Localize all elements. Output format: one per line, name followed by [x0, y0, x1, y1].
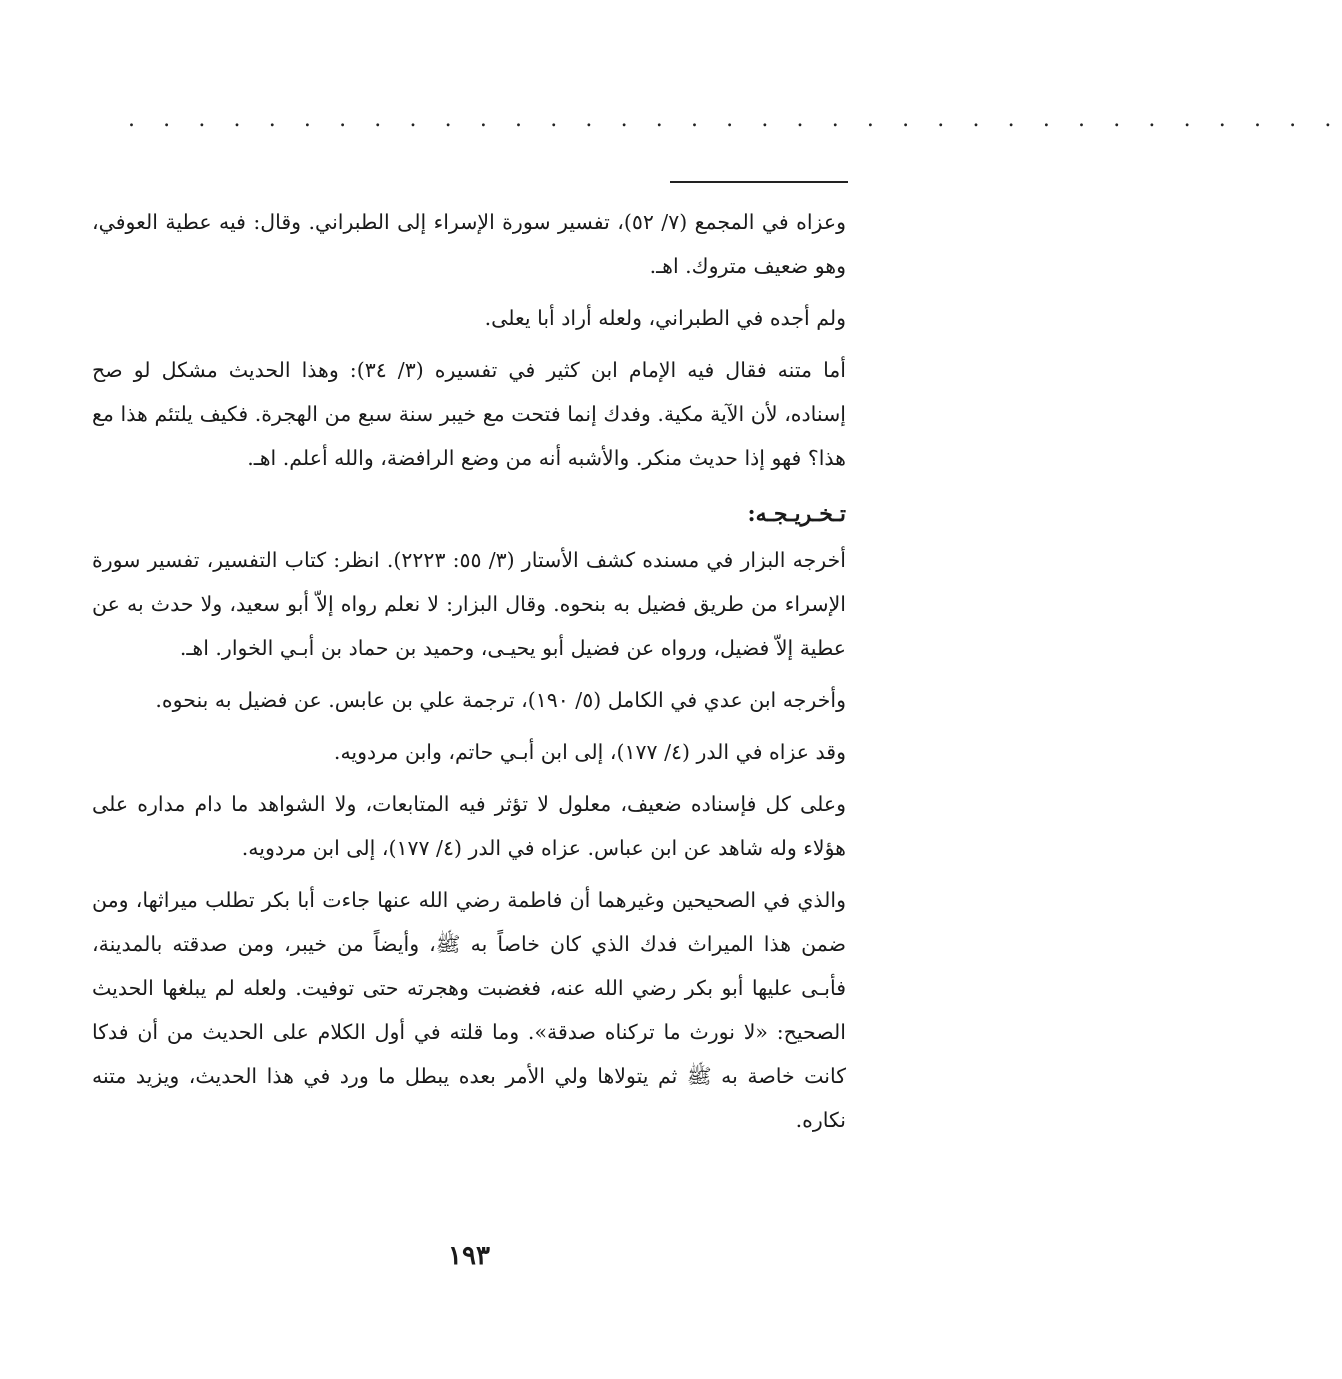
paragraph-bazzar: أخرجه البزار في مسنده كشف الأستار (٣/ ٥٥: ٢٢٢٣). انظر: كتاب التفسير، تفسير سورة الإسراء من طريق فضيل به بنحوه. وقال البزار: لا نعلم رواه إلاّ أبو سعيد، ولا حدث به عن عطية إلاّ فضيل، ورواه عن فضيل أبو يحيـى، وحميد بن حماد بن أبـي الخوار. اهـ.	[92, 548, 846, 660]
paragraph-ibn-adi: وأخرجه ابن عدي في الكامل (٥/ ١٩٠)، ترجمة علي بن عابس. عن فضيل به بنحوه.	[155, 688, 846, 712]
page-number: ١٩٣	[448, 1241, 490, 1271]
section-heading: تـخـريـجـه:	[747, 501, 846, 527]
paragraph-isnad: وعلى كل فإسناده ضعيف، معلول لا تؤثر فيه المتابعات، ولا الشواهد ما دام مداره على هؤلاء وله شاهد عن ابن عباس. عزاه في الدر (٤/ ١٧٧)، إلى ابن مردويه.	[92, 792, 846, 860]
paragraph-durr: وقد عزاه في الدر (٤/ ١٧٧)، إلى ابن أبـي حاتم، وابن مردويه.	[333, 740, 846, 764]
paragraph-majma: وعزاه في المجمع (٧/ ٥٢)، تفسير سورة الإسراء إلى الطبراني. وقال: فيه عطية العوفي، وهو ضعيف متروك. اهـ.	[92, 210, 846, 278]
footnote-rule	[670, 181, 848, 183]
paragraph-ibn-kathir: أما متنه فقال فيه الإمام ابن كثير في تفسيره (٣/ ٣٤): وهذا الحديث مشكل لو صح إسناده، لأن الآية مكية. وفدك إنما فتحت مع خيبر سنة سبع من الهجرة. فكيف يلتئم هذا مع هذا؟ فهو إذا حديث منكر. والأشبه أنه من وضع الرافضة، والله أعلم. اهـ.	[92, 358, 846, 470]
page-body	[92, 200, 846, 1142]
separator-dots: . . . . . . . . . . . . . . . . . . . . . . . . . . . . . . . . . . .	[128, 107, 1342, 132]
paragraph-fatima: والذي في الصحيحين وغيرهما أن فاطمة رضي الله عنها جاءت أبا بكر تطلب ميراثها، ومن ضمن هذا الميراث فدك الذي كان خاصاً به ﷺ، وأيضاً من خيبر، ومن صدقته بالمدينة، فأبـى عليها أبو بكر رضي الله عنه، فغضبت وهجرته حتى توفيت. ولعله لم يبلغها الحديث الصحيح: «لا نورث ما تركناه صدقة». وما قلته في أول الكلام على الحديث من أن فدكا كانت خاصة به ﷺ ثم يتولاها ولي الأمر بعده يبطل ما ورد في هذا الحديث، ويزيد متنه نكاره.	[92, 888, 846, 1132]
paragraph-tabarani: ولم أجده في الطبراني، ولعله أراد أبا يعلى.	[484, 306, 846, 330]
